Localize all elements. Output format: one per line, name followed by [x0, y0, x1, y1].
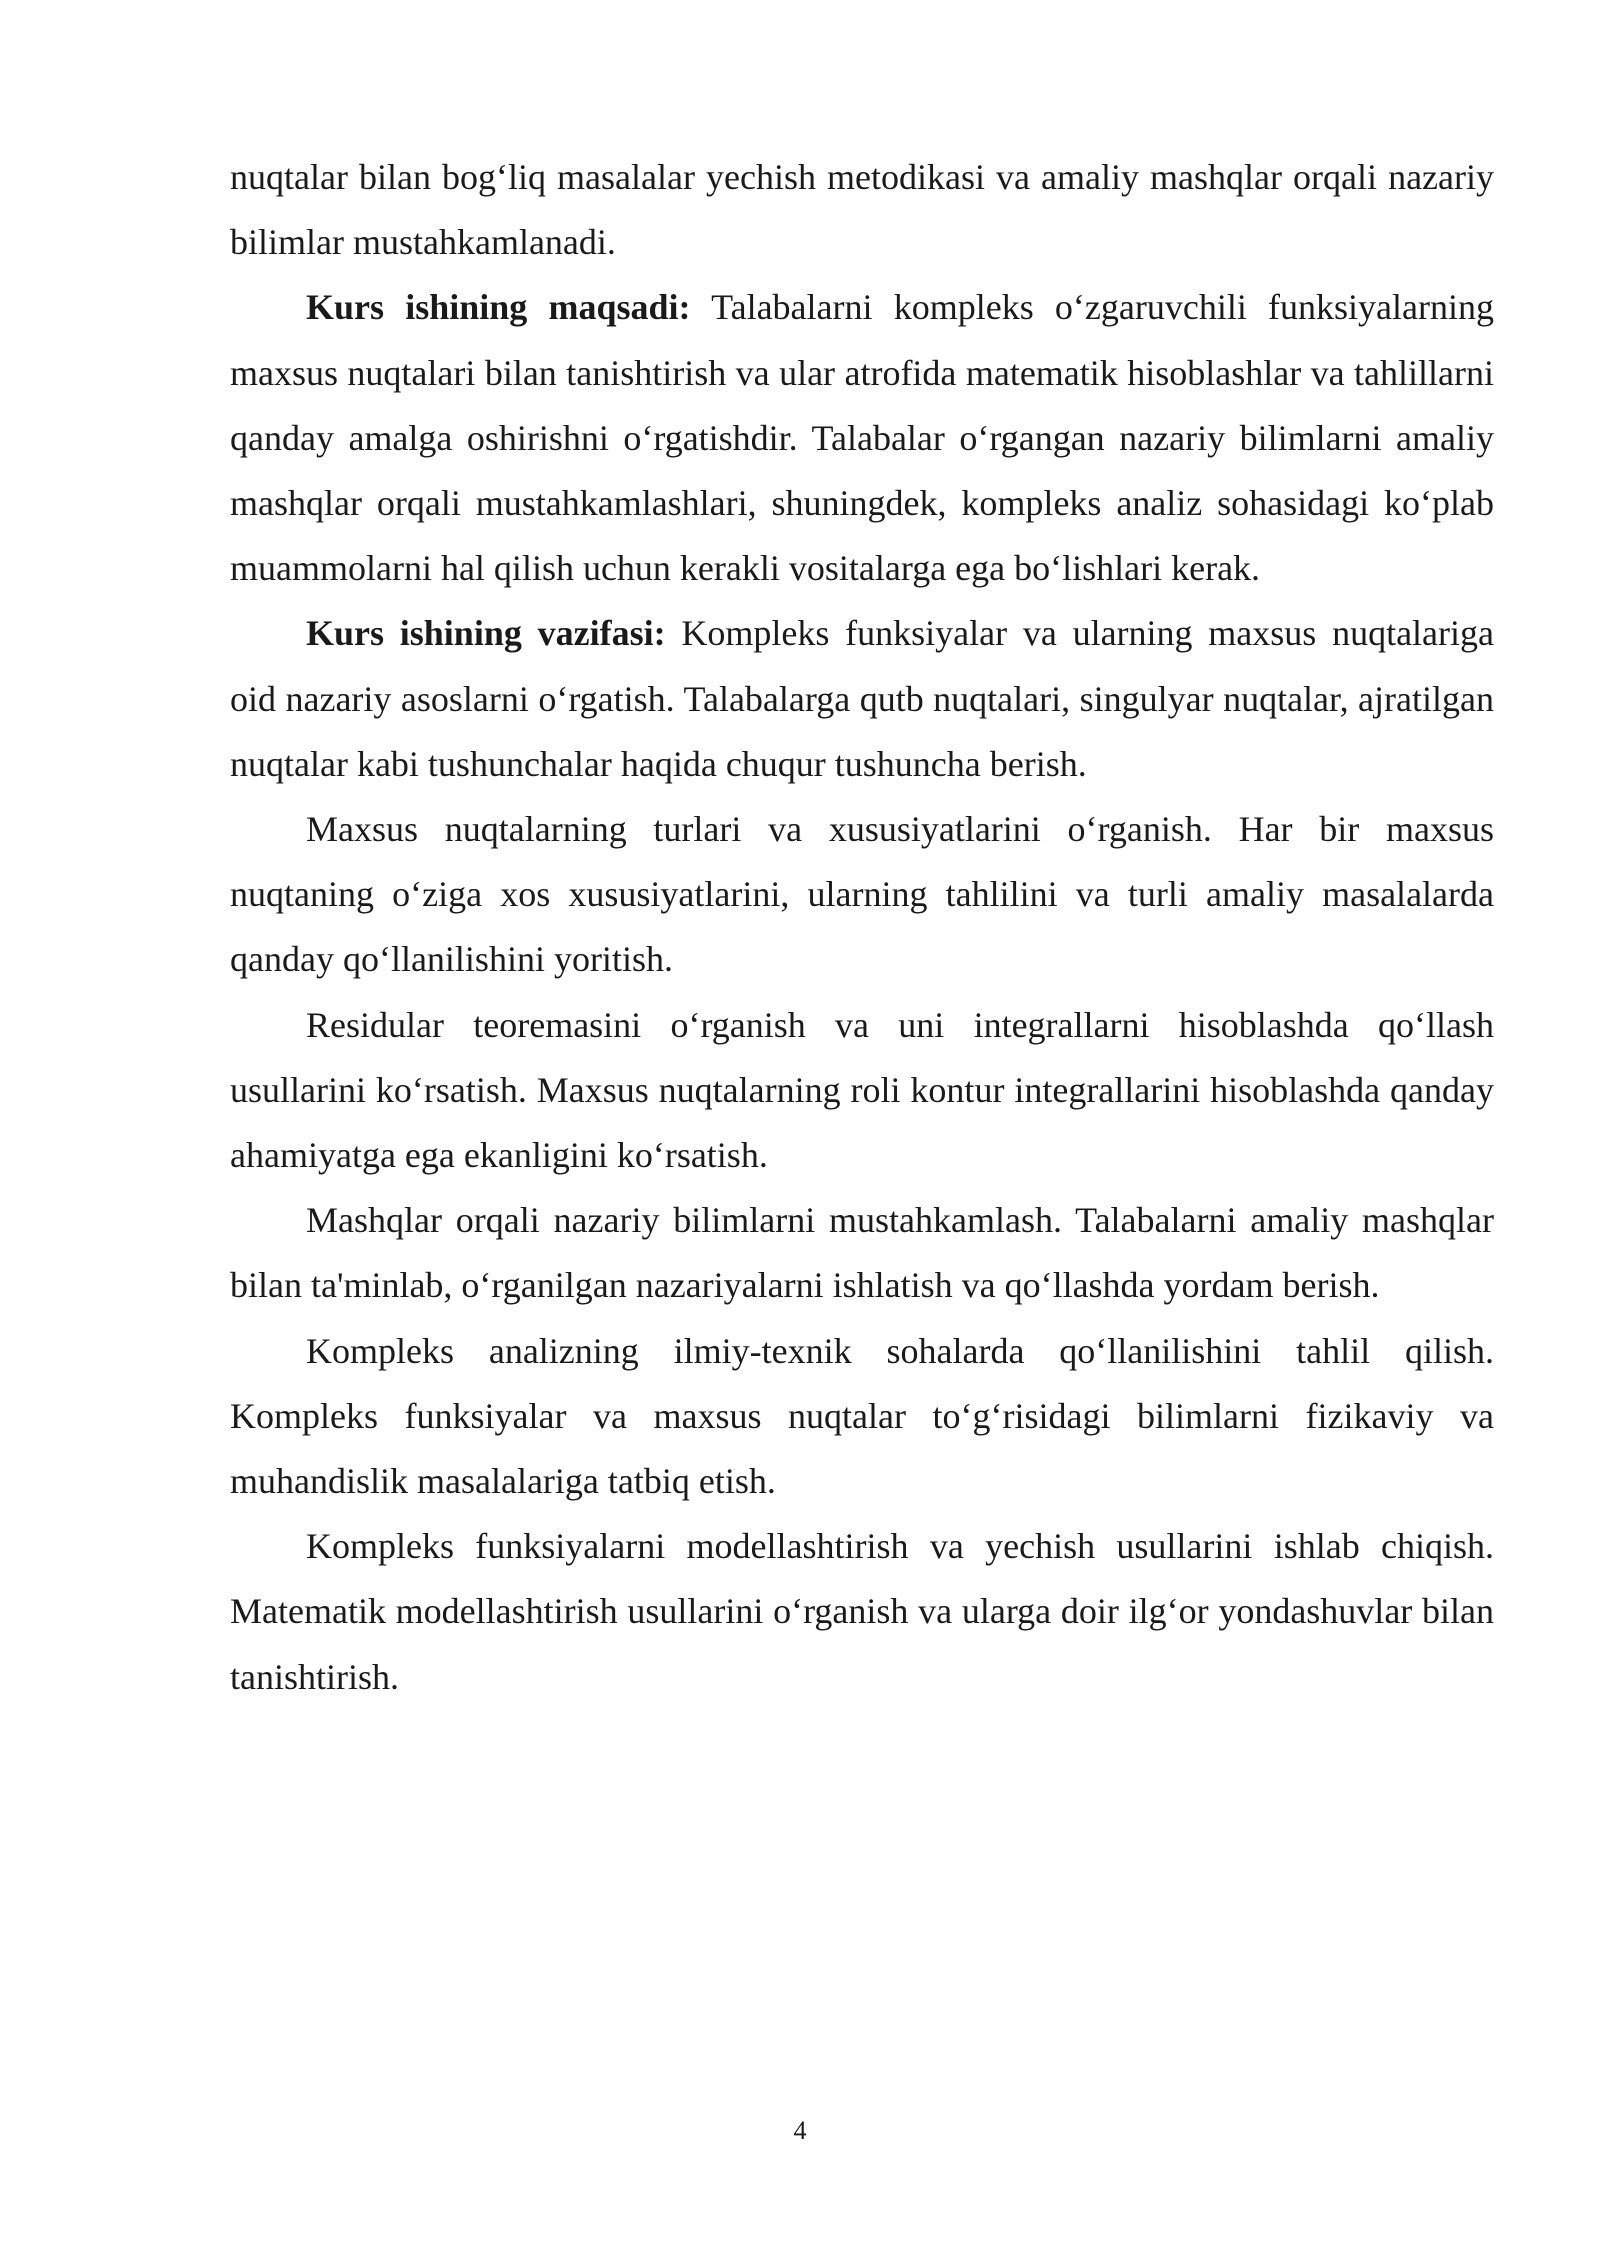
- paragraph-course-task: [230, 601, 1494, 797]
- paragraph-heading-task: Kurs ishining vazifasi:: [306, 613, 666, 654]
- paragraph-exercises: [230, 1188, 1494, 1318]
- paragraph-text: Kompleks funksiyalarni modellashtirish va yechish usullarini ishlab chiqish. Matematik modellashtirish usullarini o‘rganish va ularga doir ilg‘or yondashuvlar bilan tanishtirish.: [230, 1526, 1494, 1697]
- paragraph-heading-goal: Kurs ishining maqsadi:: [306, 287, 691, 328]
- paragraph-text: Kompleks funksiyalar va ularning maxsus nuqtalariga oid nazariy asoslarni o‘rgatish. Talabalarga qutb nuqtalari, singulyar nuqtalar, ajratilgan nuqtalar kabi tushunchalar haqida chuqur tushuncha berish.: [230, 613, 1494, 784]
- paragraph-modelling: [230, 1514, 1494, 1710]
- paragraph-text: Talabalarni kompleks o‘zgaruvchili funksiyalarning maxsus nuqtalari bilan tanishtirish va ular atrofida matematik hisoblashlar va tahlillarni qanday amalga oshirishni o‘rgatishdir. Talabalar o‘rgangan nazariy bilimlarni amaliy mashqlar orqali mustahkamlashlari, shuningdek, kompleks analiz sohasidagi ko‘plab muammolarni hal qilish uchun kerakli vositalarga ega bo‘lishlari kerak.: [230, 287, 1495, 589]
- page-number: 4: [793, 2116, 807, 2145]
- paragraph-residue-theorem: [230, 993, 1494, 1189]
- paragraph-applications: [230, 1319, 1494, 1515]
- paragraph-text: nuqtalar bilan bog‘liq masalalar yechish metodikasi va amaliy mashqlar orqali nazariy bilimlar mustahkamlanadi.: [230, 157, 1494, 263]
- paragraph-continuation: [230, 145, 1494, 275]
- paragraph-text: Mashqlar orqali nazariy bilimlarni mustahkamlash. Talabalarni amaliy mashqlar bilan ta'minlab, o‘rganilgan nazariyalarni ishlatish va qo‘llashda yordam berish.: [230, 1200, 1494, 1306]
- body-text: [230, 145, 1494, 1710]
- paragraph-text: Kompleks analizning ilmiy-texnik sohalarda qo‘llanilishini tahlil qilish. Kompleks funksiyalar va maxsus nuqtalar to‘g‘risidagi bilimlarni fizikaviy va muhandislik masalalariga tatbiq etish.: [230, 1330, 1494, 1502]
- paragraph-text: Maxsus nuqtalarning turlari va xususiyatlarini o‘rganish. Har bir maxsus nuqtaning o‘ziga xos xususiyatlarini, ularning tahlilini va turli amaliy masalalarda qanday qo‘llanilishini yoritish.: [230, 809, 1494, 980]
- paragraph-text: Residular teoremasini o‘rganish va uni integrallarni hisoblashda qo‘llash usullarini ko‘rsatish. Maxsus nuqtalarning roli kontur integrallarini hisoblashda qanday ahamiyatga ega ekanligini ko‘rsatish.: [230, 1004, 1494, 1176]
- paragraph-special-points: [230, 797, 1494, 993]
- paragraph-course-goal: [230, 275, 1494, 601]
